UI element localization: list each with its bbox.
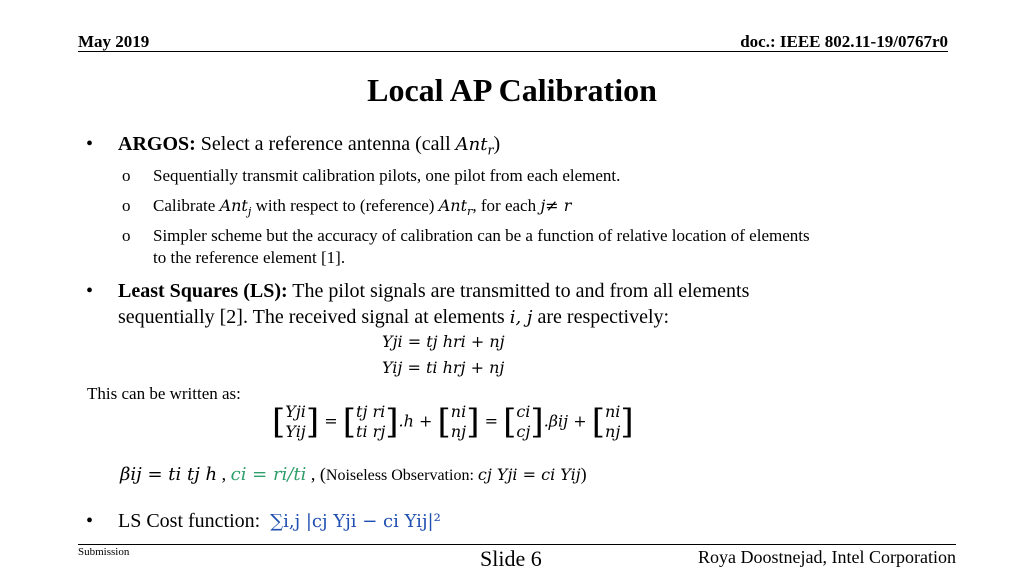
definitions-line: βij = ti tj h , ci = ri/ti , (Noiseless Observation: cj Yji = ci Yij) xyxy=(120,464,587,485)
argos-label: ARGOS: xyxy=(118,133,196,155)
noiseless-observation: cj Yji = ci Yij xyxy=(477,465,581,484)
cost-line: LS Cost function: ∑i,j |cj Yji − ci Yij|² xyxy=(118,510,441,532)
argos-sub-marker-3: o xyxy=(122,226,131,245)
equation-yij: Yij = ti hrj + nj xyxy=(382,358,505,377)
argos-math: Ant$_r$ xyxy=(455,134,494,158)
argos-sub-item-1: Sequentially transmit calibration pilots, one pilot from each element. xyxy=(153,166,621,185)
equation-yji: Yji = tj hri + nj xyxy=(382,332,505,351)
footer-author: Roya Doostnejad, Intel Corporation xyxy=(698,547,956,567)
header-rule xyxy=(78,51,948,52)
argos-sub-marker-2: o xyxy=(122,196,131,215)
header-date: May 2019 xyxy=(78,32,150,51)
ls-bullet: • xyxy=(86,280,94,302)
argos-sub-marker-1: o xyxy=(122,166,131,185)
slide-number: Slide 6 xyxy=(480,546,542,571)
header-doc-id: doc.: IEEE 802.11-19/0767r0 xyxy=(740,32,948,51)
beta-definition: βij = ti tj h xyxy=(120,464,218,485)
ls-line-1: Least Squares (LS): The pilot signals are transmitted to and from all elements xyxy=(118,280,750,302)
written-as-text: This can be written as: xyxy=(87,384,241,403)
argos-line: ARGOS: Select a reference antenna (call Ant$_r$) xyxy=(118,133,501,158)
cost-bullet: • xyxy=(86,510,94,532)
footer-submission: Submission xyxy=(78,546,130,558)
matrix-equation: [ Yji Yij ] = [ tj ri ti rj ].h + [ ni nj ] = [ ci cj ].βij + [ ni nj ] xyxy=(272,402,634,442)
ls-line-2: sequentially [2]. The received signal at elements i, j are respectively: xyxy=(118,306,670,328)
c-definition: ci = ri/ti xyxy=(230,464,307,485)
slide-title: Local AP Calibration xyxy=(367,72,657,108)
argos-bullet: • xyxy=(86,133,94,155)
argos-text: Select a reference antenna (call xyxy=(195,133,456,155)
argos-sub-item-2: Calibrate Ant$_j$ with respect to (reference) Ant$_r$, for each j≠ r xyxy=(153,196,572,219)
cost-formula: ∑i,j |cj Yji − ci Yij|² xyxy=(270,511,441,532)
argos-sub-item-3-line1: Simpler scheme but the accuracy of calibration can be a function of relative location of elements xyxy=(153,226,810,245)
argos-sub-item-3-line2: to the reference element [1]. xyxy=(153,248,346,267)
footer-rule xyxy=(78,544,956,545)
